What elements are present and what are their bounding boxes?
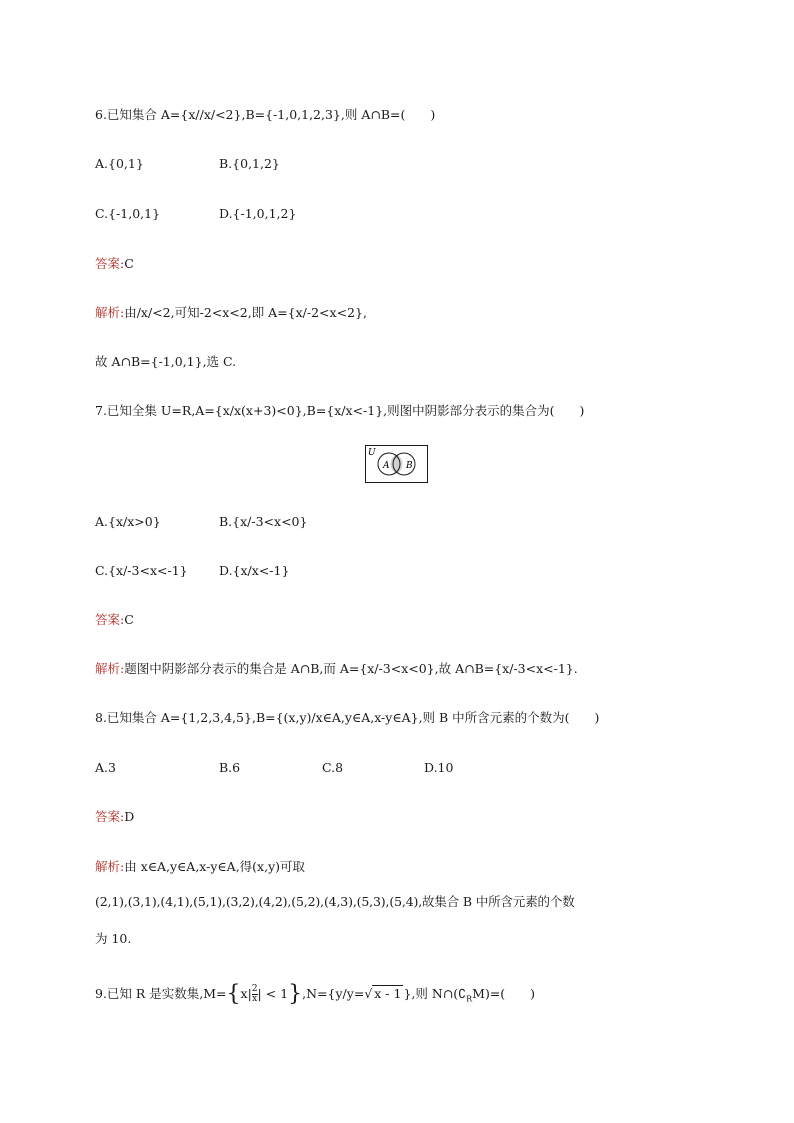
q6-option-a: A.{0,1} — [95, 156, 144, 171]
answer-label: 答案: — [95, 256, 125, 271]
sqrt-sign: √ — [364, 986, 373, 1001]
fraction-numerator: 2 — [251, 984, 258, 994]
answer-label: 答案: — [95, 612, 125, 627]
answer-value: C — [124, 256, 134, 271]
q6-option-b: B.{0,1,2} — [219, 156, 280, 171]
q6-analysis — [95, 305, 367, 321]
analysis-label: 解析: — [95, 305, 125, 320]
q7-stem: 7.已知全集 U=R,A={x/x(x+3)<0},B={x/x<-1},则图中阴影部分表示的集合为( ) — [95, 403, 585, 418]
venn-label-a: A — [383, 461, 390, 471]
abs-bar-right: | — [257, 986, 262, 1001]
q8-stem: 8.已知集合 A={1,2,3,4,5},B={(x,y)/x∈A,y∈A,x-y∈A},则 B 中所含元素的个数为( ) — [95, 710, 600, 725]
analysis-text: 由 x∈A,y∈A,x-y∈A,得(x,y)可取 — [124, 859, 306, 874]
analysis-label: 解析: — [95, 661, 125, 676]
set-condition: < 1 — [265, 986, 289, 1001]
q8-option-d: D.10 — [424, 760, 454, 775]
venn-label-u: U — [368, 448, 376, 458]
answer-value: D — [124, 809, 135, 824]
q6-answer — [95, 256, 134, 272]
analysis-label: 解析: — [95, 859, 125, 874]
q8-option-b: B.6 — [219, 760, 241, 775]
q9-stem — [95, 981, 536, 1008]
q8-option-c: C.8 — [322, 760, 344, 775]
q6-option-d: D.{-1,0,1,2} — [219, 206, 297, 221]
left-brace: { — [226, 981, 241, 1007]
fraction-denominator: x — [252, 994, 258, 1004]
q7-answer — [95, 612, 134, 628]
q7-option-d: D.{x/x<-1} — [219, 563, 290, 578]
q6-stem: 6.已知集合 A={x//x/<2},B={-1,0,1,2,3},则 A∩B=( ) — [95, 107, 436, 122]
q6-analysis-line2: 故 A∩B={-1,0,1},选 C. — [95, 354, 237, 369]
answer-label: 答案: — [95, 809, 125, 824]
q8-analysis — [95, 859, 305, 875]
abs-bar-left: | — [247, 986, 252, 1001]
complement-symbol: ∁ — [458, 986, 467, 1001]
venn-label-b: B — [406, 461, 413, 471]
q7-analysis — [95, 661, 578, 677]
q7-option-c: C.{x/-3<x<-1} — [95, 563, 188, 578]
answer-value: C — [124, 612, 134, 627]
q9-stem-part3: },则 N∩( — [403, 986, 459, 1001]
shaded-intersection — [390, 454, 402, 474]
q8-option-a: A.3 — [95, 760, 116, 775]
q7-option-a: A.{x/x>0} — [95, 514, 161, 529]
venn-diagram — [365, 445, 428, 483]
q9-stem-part4: M)=( ) — [472, 986, 536, 1001]
q9-stem-part2: ,N={y/y= — [302, 986, 365, 1001]
q6-option-c: C.{-1,0,1} — [95, 206, 161, 221]
analysis-text: 题图中阴影部分表示的集合是 A∩B,而 A={x/-3<x<0},故 A∩B={x/-3<x<-1}. — [124, 661, 578, 676]
q8-analysis-line3: 为 10. — [95, 931, 132, 946]
analysis-text: 由/x/<2,可知-2<x<2,即 A={x/-2<x<2}, — [124, 305, 367, 320]
q9-stem-part1: 9.已知 R 是实数集,M= — [95, 986, 227, 1001]
q8-answer — [95, 809, 134, 825]
set-variable: x — [240, 986, 248, 1001]
complement-subscript: R — [466, 994, 473, 1004]
right-brace: } — [288, 981, 303, 1007]
q7-option-b: B.{x/-3<x<0} — [219, 514, 308, 529]
q8-analysis-line2: (2,1),(3,1),(4,1),(5,1),(3,2),(4,2),(5,2),(4,3),(5,3),(5,4),故集合 B 中所含元素的个数 — [95, 894, 575, 909]
sqrt-body: x - 1 — [374, 986, 402, 1001]
